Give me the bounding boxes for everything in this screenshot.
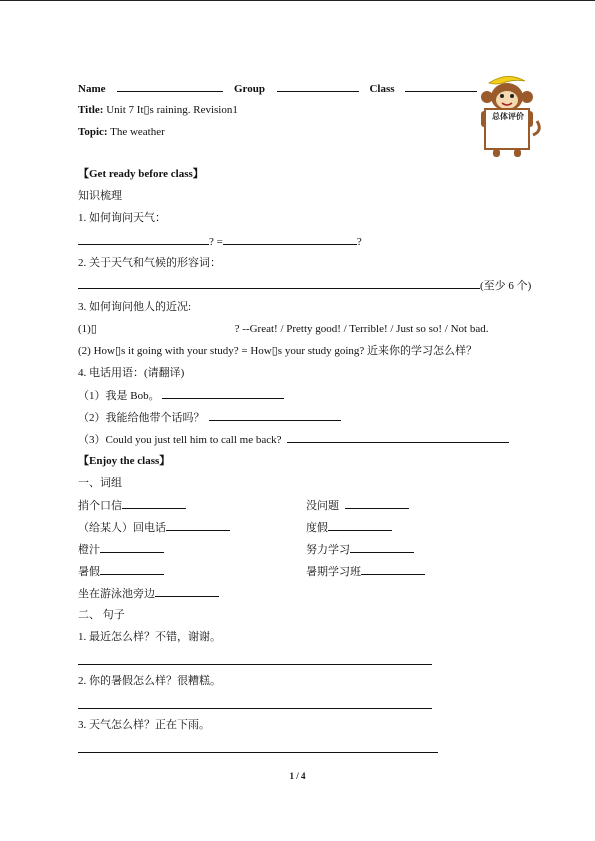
phrase-blank[interactable]: [345, 498, 409, 509]
sentence-1-answer-line[interactable]: [78, 664, 432, 665]
page-number: 1 / 4: [289, 771, 306, 781]
q4-item-1-blank[interactable]: [162, 388, 284, 399]
phrase-text: （给某人）回电话: [78, 522, 166, 534]
q1-answer-row: [78, 234, 362, 249]
phrase-blank[interactable]: [100, 542, 164, 553]
sentence-2-answer-line[interactable]: [78, 708, 432, 709]
phrase-right-4: [306, 564, 425, 579]
phrase-text: 暑假: [78, 566, 100, 578]
q4-item-3: [78, 432, 509, 447]
phrase-right-2: [306, 520, 392, 535]
q3-item-1-text: ? --Great! / Pretty good! / Terrible! / Just so so! / Not bad.: [234, 323, 489, 335]
q2-blank[interactable]: [78, 278, 480, 289]
title-label: Title:: [78, 104, 104, 116]
q4-item-2-blank[interactable]: [209, 410, 341, 421]
section-phrases-heading: 一、词组: [78, 477, 122, 489]
name-row: [78, 81, 477, 96]
phrase-left-4: [78, 564, 164, 579]
q4-item-2-text: （2）我能给他带个话吗？: [78, 412, 205, 424]
title-value: Unit 7 It▯s raining. Revision1: [106, 104, 238, 116]
question-2: 2. 关于天气和气候的形容词：: [78, 257, 221, 269]
phrase-left-2: [78, 520, 230, 535]
phrase-left-5: [78, 586, 219, 601]
phrase-left-1: [78, 498, 186, 513]
question-1: 1. 如何询问天气：: [78, 212, 166, 224]
q1-blank-1[interactable]: [78, 234, 209, 245]
enjoy-class-heading: 【Enjoy the class】: [78, 455, 171, 467]
phrase-text: 努力学习: [306, 544, 350, 556]
phrase-text: 坐在游泳池旁边: [78, 588, 155, 600]
group-label: Group: [234, 83, 265, 95]
question-4: 4. 电话用语：(请翻译): [78, 367, 185, 379]
topic-row: [78, 125, 165, 139]
topic-value: The weather: [110, 126, 165, 138]
q3-item-1: [78, 322, 488, 336]
name-blank[interactable]: [117, 81, 223, 92]
group-blank[interactable]: [277, 81, 359, 92]
top-border: [0, 0, 595, 1]
phrase-blank[interactable]: [100, 564, 164, 575]
topic-label: Topic:: [78, 126, 108, 138]
phrase-blank[interactable]: [328, 520, 392, 531]
sentence-3: 3. 天气怎么样？正在下雨。: [78, 719, 210, 731]
phrase-left-3: [78, 542, 164, 557]
phrase-text: 暑期学习班: [306, 566, 361, 578]
summary-label: 知识梳理: [78, 190, 122, 202]
name-label: Name: [78, 83, 106, 95]
q3-item-2: (2) How▯s it going with your study? = How▯s your study going? 近来你的学习怎么样？: [78, 345, 478, 357]
phrase-text: 度假: [306, 522, 328, 534]
section-sentences-heading: 二、 句子: [78, 609, 125, 621]
phrase-right-1: [306, 498, 409, 513]
before-class-heading: 【Get ready before class】: [78, 168, 204, 180]
class-blank[interactable]: [405, 81, 477, 92]
overall-evaluation-label: 总体评价: [492, 112, 524, 121]
sentence-3-answer-line[interactable]: [78, 752, 438, 753]
phrase-blank[interactable]: [155, 586, 219, 597]
phrase-text: 捎个口信: [78, 500, 122, 512]
q2-end-text: (至少 6 个): [480, 280, 532, 292]
q1-mid-text: ? =: [209, 236, 223, 248]
q1-blank-2[interactable]: [223, 234, 357, 245]
phrase-blank[interactable]: [122, 498, 186, 509]
q3-item-1-prefix: (1)▯: [78, 323, 97, 335]
phrase-blank[interactable]: [350, 542, 414, 553]
phrase-blank[interactable]: [361, 564, 425, 575]
q1-end-text: ?: [356, 236, 362, 248]
phrase-right-3: [306, 542, 414, 557]
q4-item-3-blank[interactable]: [287, 432, 509, 443]
question-3: 3. 如何询问他人的近况:: [78, 301, 192, 313]
q4-item-1: [78, 388, 284, 403]
phrase-text: 橙汁: [78, 544, 100, 556]
phrase-text: 没问题: [306, 500, 339, 512]
title-row: [78, 103, 238, 117]
q2-answer-row: [78, 278, 531, 293]
q4-item-2: [78, 410, 341, 425]
q4-item-3-text: （3）Could you just tell him to call me back?: [78, 434, 282, 446]
phrase-blank[interactable]: [166, 520, 230, 531]
class-label: Class: [369, 83, 395, 95]
monkey-mascot: [473, 73, 541, 159]
sentence-2: 2. 你的暑假怎么样？很糟糕。: [78, 675, 221, 687]
sentence-1: 1. 最近怎么样？不错，谢谢。: [78, 631, 221, 643]
q4-item-1-text: （1）我是 Bob。: [78, 390, 160, 402]
